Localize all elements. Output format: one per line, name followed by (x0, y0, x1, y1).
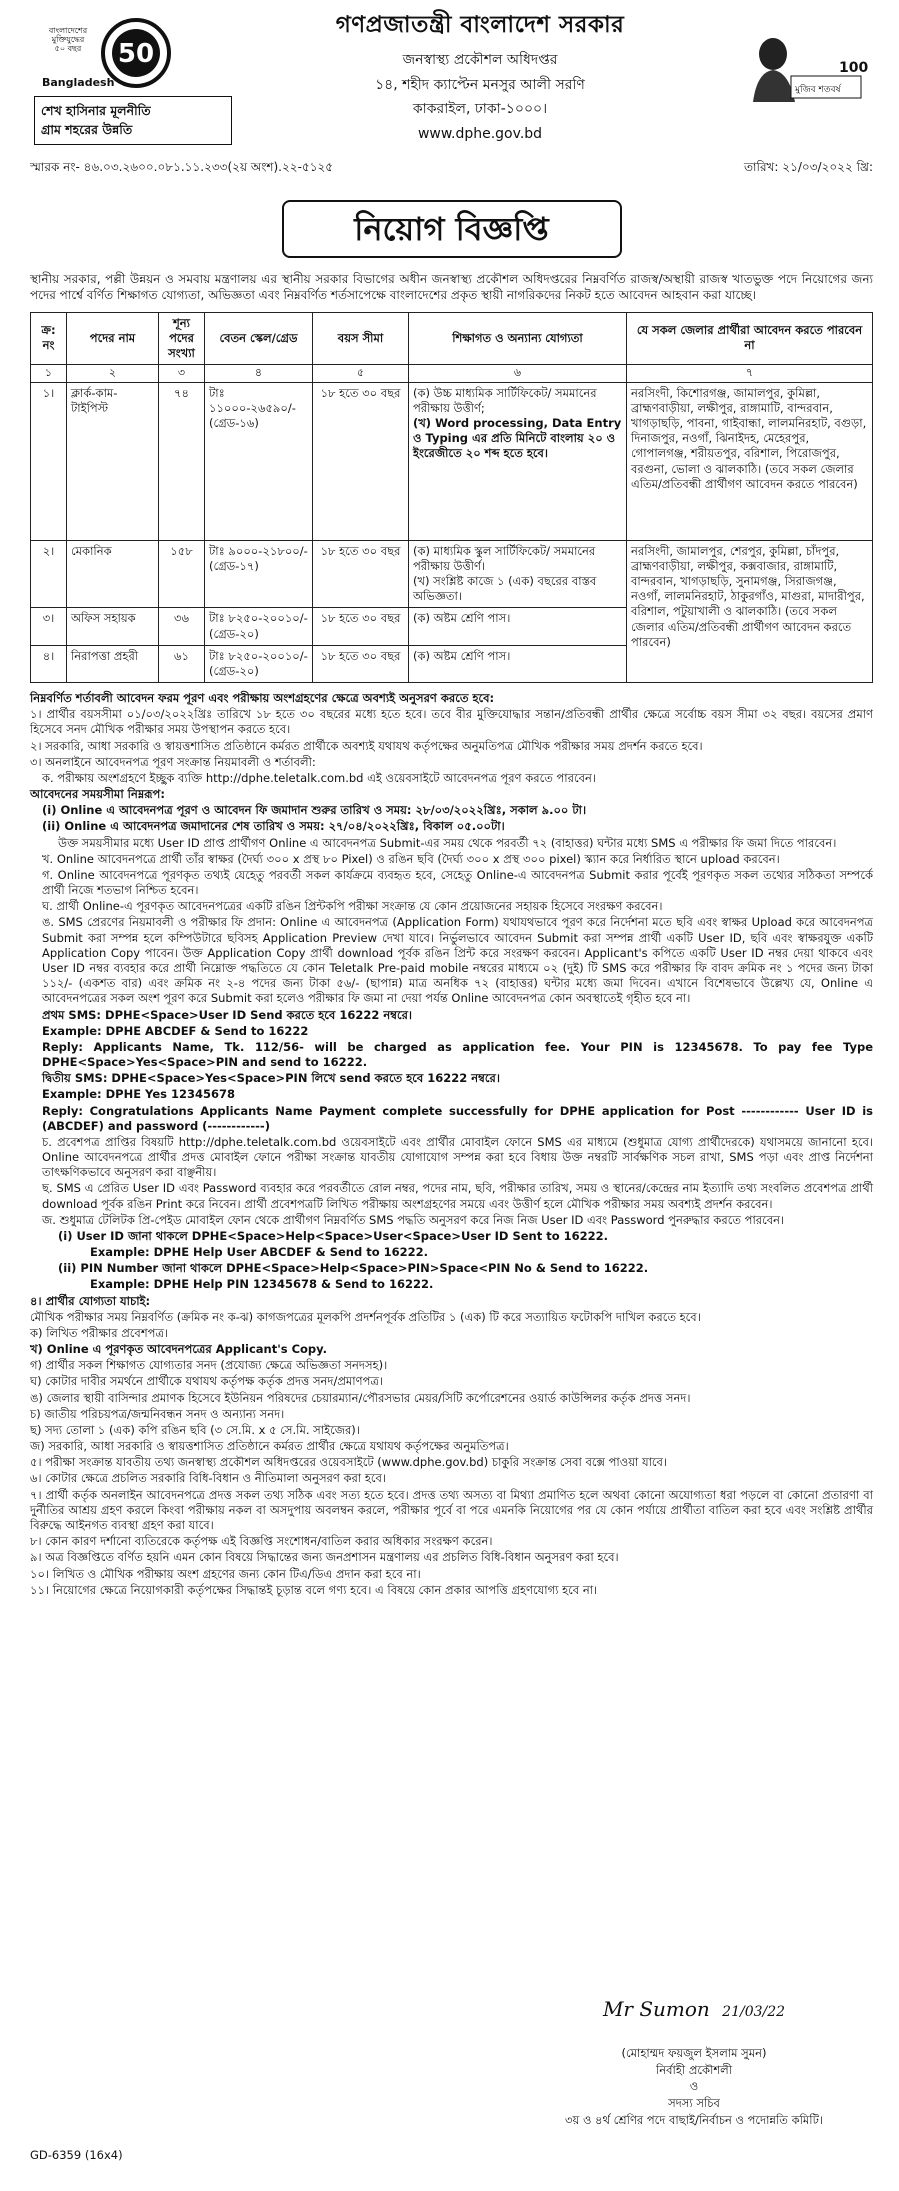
sms-first-reply: Reply: Applicants Name, Tk. 112/56- will be charged as application fee. Your PIN is 12345678. To pay fee Type DPHE<Space>Yes<Space>PIN and send to 16222. (42, 1039, 873, 1070)
signature-date: 21/03/22 (722, 2004, 786, 2020)
condition-3-cha: চ. প্রবেশপত্র প্রাপ্তির বিষয়টি http://dphe.teletalk.com.bd ওয়েবসাইটে এবং প্রার্থীর মোবাইল ফোনে SMS এর মাধ্যমে (শুধুমাত্র যোগ্য প্রার্থীদেরকে) যথাসময়ে জানানো হবে। Online আবেদনপত্রে প্রার্থীর প্রদত্ত মোবাইল ফোনে পরীক্ষা সংক্রান্ত যাবতীয় যোগাযোগ সম্পন্ন করা হবে বিধায় উক্ত নম্বরটি সার্বক্ষণিক সচল রাখা, SMS পড়া এবং প্রাপ্ত নির্দেশনা তাৎক্ষণিকভাবে অনুসরণ করা বাঞ্ছনীয়। (42, 1134, 873, 1180)
col-number: ৭ (627, 365, 873, 383)
document-chha: ছ) সদ্য তোলা ১ (এক) কপি রঙিন ছবি (৩ সে.মি. x ৫ সে.মি. সাইজের)। (30, 1422, 360, 1437)
table-header-row (31, 312, 873, 365)
cell-post: মেকানিক (67, 540, 159, 608)
notice-title: নিয়োগ বিজ্ঞপ্তি (282, 200, 622, 258)
posts-table (30, 312, 873, 683)
condition-1: ১। প্রার্থীর বয়সসীমা ০১/০৩/২০২২খ্রিঃ তারিখে ১৮ হতে ৩০ বছরের মধ্যে হতে হবে। তবে বীর মুক্তিযোদ্ধার সন্তান/প্রতিবন্ধী প্রার্থীর ক্ষেত্রে সর্বোচ্চ বয়স সীমা ৩২ বছর। বয়সের প্রমাণ হিসেবে সনদ মৌখিক পরীক্ষার সময় উপস্থাপন করতে হবে। (30, 707, 873, 737)
qualification-line: (ক) অষ্টম শ্রেণি পাস। (413, 611, 511, 626)
sms-first: প্রথম SMS: DPHE<Space>User ID Send করতে হবে 16222 নম্বরে। (42, 1007, 413, 1022)
document-kha: খ) Online এ পূরণকৃত আবেদনপত্রের Applicant's Copy. (30, 1342, 327, 1357)
cell-excluded-districts: নরসিংদী, জামালপুর, শেরপুর, কুমিল্লা, চাঁদপুর, ব্রাহ্মণবাড়ীয়া, লক্ষীপুর, কক্সবাজার, রাঙ্গামাটি, বান্দরবান, খাগড়াছড়ি, সুনামগঞ্জ, সিরাজগঞ্জ, নওগাঁ, লালমনিরহাট, ঠাকুরগাঁও, মাগুরা, মাদারীপুর, বরিশাল, পটুয়াখালী ও ঝালকাঠি। (তবে সকল জেলার এতিম/প্রতিবন্ধী প্রার্থীগণ আবেদন করতে পারবেন) (627, 540, 873, 682)
government-name: গণপ্রজাতন্ত্রী বাংলাদেশ সরকার (335, 12, 625, 38)
col-header-qualification: শিক্ষাগত ও অন্যান্য যোগ্যতা (409, 312, 627, 365)
signatory-committee: ৩য় ও ৪র্থ শ্রেণির পদে বাছাই/নির্বাচন ও পদোন্নতি কমিটি। (565, 2112, 823, 2127)
sms-second-example: Example: DPHE Yes 12345678 (42, 1087, 235, 1102)
logo-50-text: 50 (117, 39, 155, 69)
department-name: জনস্বাস্থ্য প্রকৌশল অধিদপ্তর (402, 52, 558, 68)
cell-serial: ২। (31, 540, 67, 608)
cell-vacancy: ৭৪ (159, 382, 205, 540)
footer-code: GD-6359 (16x4) (30, 2148, 123, 2162)
mujib-100-text: 100 (839, 60, 869, 76)
document-ka: ক) লিখিত পরীক্ষার প্রবেশপত্র। (30, 1325, 169, 1340)
condition-4-intro: মৌখিক পরীক্ষার সময় নিম্নবর্ণিত (ক্রমিক নং ক-ঝ) কাগজপত্রের মূলকপি প্রদর্শনপূর্বক প্রতিটির ১ (এক) টি করে সত্যায়িত ফটোকপি দাখিল করতে হবে। (30, 1309, 701, 1324)
header (30, 10, 873, 206)
cell-age: ১৮ হতে ৩০ বছর (313, 382, 409, 540)
cell-scale: টাঃ ৯০০০-২১৮০০/- (গ্রেড-১৭) (205, 540, 313, 608)
condition-3-uma: ঙ. SMS প্রেরণের নিয়মাবলী ও পরীক্ষার ফি প্রদান: Online এ আবেদনপত্র (Application Form) যথাযথভাবে পূরণ করে নির্দেশনা মতে ছবি এবং স্বাক্ষর Upload করে আবেদনপত্র Submit করা সম্পন্ন হলে কম্পিউটারে ছবিসহ Application Preview দেখা যাবে। নির্ভুলভাবে আবেদন Submit করা সম্পন্ন প্রার্থী একটি User ID, ছবি এবং স্বাক্ষরযুক্ত একটি Application Copy পাবেন। উক্ত Application Copy প্রার্থী download পূর্বক রঙিন প্রিন্ট করে সংরক্ষণ করবেন। Applicant's কপিতে একটি User ID নম্বর দেয়া থাকবে এবং User ID নম্বর ব্যবহার করে প্রার্থী নিম্নোক্ত পদ্ধতিতে যে কোন Teletalk Pre-paid mobile নম্বরের মাধ্যমে ০২ (দুই) টি SMS করে পরীক্ষার ফি বাবদ ক্রমিক নং ১ পদের জন্য টাকা ১১২/- (একশত বার) এবং ক্রমিক নং ২-৪ পদের জন্য টাকা ৫৬/- (ছাপান্ন) মাত্র অনধিক ৭২ (বাহাত্তর) ঘন্টার মধ্যে জমা দিবেন। এখানে বিশেষভাবে উল্লেখ্য যে, Online এ আবেদনপত্রের সকল অংশ পূরণ করে Submit করা হলেও পরীক্ষার ফি জমা না দেয়া পর্যন্ত Online আবেদনপত্র কোন অবস্থাতেই গৃহীত হবে না। (42, 915, 873, 1006)
cell-post: ক্লার্ক-কাম-টাইপিস্ট (67, 382, 159, 540)
signatory-name: (মোহাম্মদ ফয়জুল ইসলাম সুমন) (621, 2046, 767, 2060)
condition-4: ৪। প্রার্থীর যোগ্যতা যাচাই: (30, 1293, 151, 1308)
recovery-pin: (ii) PIN Number জানা থাকলে DPHE<Space>Help<Space>PIN>Space<PIN No & Send to 16222. (58, 1261, 649, 1276)
motto-line-1: শেখ হাসিনার মূলনীতি (41, 103, 151, 118)
cell-scale: টাঃ ১১০০০-২৬৫৯০/- (গ্রেড-১৬) (205, 382, 313, 540)
document-uma: ঙ) জেলার স্থায়ী বাসিন্দার প্রমাণক হিসেবে ইউনিয়ন পরিষদের চেয়ারম্যান/পৌরসভার মেয়র/সিটি কর্পোরেশনের ওয়ার্ড কাউন্সিলর কর্তৃক প্রদত্ত সনদ। (30, 1390, 691, 1405)
memo-number: স্মারক নং- ৪৬.০৩.২৬০০.০৮১.১১.২৩৩(২য় অংশ).২২-৫১২৫ (30, 160, 334, 174)
qualification-line: (ক) উচ্চ মাধ্যমিক সার্টিফিকেট/ সমমানের পরীক্ষায় উত্তীর্ণ; (413, 385, 597, 415)
logo-country: Bangladesh (42, 76, 115, 89)
document-cha: চ) জাতীয় পরিচয়পত্র/জন্মনিবন্ধন সনদ ও অন্যান্য সনদ। (30, 1406, 285, 1421)
column-number-row (31, 365, 873, 383)
sms-second: দ্বিতীয় SMS: DPHE<Space>Yes<Space>PIN লিখে send করতে হবে 16222 নম্বরে। (42, 1071, 500, 1086)
col-header-vacancy: শূন্য পদের সংখ্যা (159, 312, 205, 365)
condition-7: ৭। প্রার্থী কর্তৃক অনলাইন আবেদনপত্রে প্রদত্ত সকল তথ্য সঠিক এবং সত্য হতে হবে। প্রদত্ত তথ্য অসত্য বা মিথ্যা প্রমাণিত হলে অথবা কোনো অযোগ্যতা ধরা পড়লে বা কোনো প্রতারণা বা দুর্নীতির আশ্রয় গ্রহণ করলে কিংবা পরীক্ষায় নকল বা অসদুপায় অবলম্বন করলে, পরীক্ষার পূর্বে বা পরে এমনকি নিয়োগের পর যে কোন পর্যায়ে প্রার্থীতা বাতিল করা হবে এবং সংশ্লিষ্ট প্রার্থীর বিরুদ্ধে আইনগত ব্যবস্থা গ্রহণ করা যাবে। (30, 1487, 873, 1532)
condition-5: ৫। পরীক্ষা সংক্রান্ত যাবতীয় তথ্য জনস্বাস্থ্য প্রকৌশল অধিদপ্তরের ওয়েবসাইটে (www.dphe.gov.bd) চাকুরি সংক্রান্ত সেবা বক্সে পাওয়া যাবে। (30, 1455, 668, 1470)
mujib-borsho-logo-icon (743, 32, 869, 102)
condition-3-kha: খ. Online আবেদনপত্রে প্রার্থী তাঁর স্বাক্ষর (দৈর্ঘ্য ৩০০ x প্রস্থ ৮০ Pixel) ও রঙিন ছবি (দৈর্ঘ্য ৩০০ x প্রস্থ ৩০০ pixel) স্ক্যান করে নির্ধারিত স্থানে upload করবেন। (42, 851, 780, 866)
intro-paragraph: স্থানীয় সরকার, পল্লী উন্নয়ন ও সমবায় মন্ত্রণালয় এর স্থানীয় সরকার বিভাগের অধীন জনস্বাস্থ্য প্রকৌশল অধিদপ্তরের নিম্নবর্ণিত রাজস্ব/অস্থায়ী রাজস্ব খাতভুক্ত পদে নিয়োগের জন্য পদের পার্শ্বে বর্ণিত শিক্ষাগত যোগ্যতা, অভিজ্ঞতা এবং নিম্নবর্ণিত শর্তসাপেক্ষে বাংলাদেশের প্রকৃত স্থায়ী নাগরিকদের নিকট হতে আবেদন আহবান করা যাচ্ছে। (30, 272, 873, 302)
qualification-line: (ক) অষ্টম শ্রেণি পাস। (413, 648, 511, 663)
signatory-and: ও (689, 2079, 699, 2094)
col-header-excluded-districts: যে সকল জেলার প্রার্থীরা আবেদন করতে পারবেন না (627, 312, 873, 365)
cell-age: ১৮ হতে ৩০ বছর (313, 540, 409, 608)
signature-scribble (559, 1995, 829, 2045)
cell-scale: টাঃ ৮২৫০-২০০১০/- (গ্রেড-২০) (205, 645, 313, 682)
condition-3: ৩। অনলাইনে আবেদনপত্র পূরণ সংক্রান্ত নিয়মাবলী ও শর্তাবলী: (30, 754, 316, 769)
cell-post: নিরাপত্তা প্রহরী (67, 645, 159, 682)
col-number: ৫ (313, 365, 409, 383)
qualification-line: (খ) সংশ্লিষ্ট কাজে ১ (এক) বছরের বাস্তব অভিজ্ঞতা। (413, 574, 597, 604)
logo-text: বাংলাদেশের মুক্তিযুদ্ধের ৫০ বছর (48, 26, 88, 54)
col-number: ১ (31, 365, 67, 383)
signature-name-scribble: Mr Sumon (602, 1997, 710, 2021)
schedule-note: উক্ত সময়সীমার মধ্যে User ID প্রাপ্ত প্রার্থীগণ Online এ আবেদনপত্র Submit-এর সময় থেকে পরবর্তী ৭২ (বাহাত্তর) ঘন্টার মধ্যে SMS এ পরীক্ষার ফি জমা দিতে পারবেন। (58, 835, 837, 850)
condition-6: ৬। কোটার ক্ষেত্রে প্রচলিত সরকারি বিধি-বিধান ও নীতিমালা অনুসরণ করা হবে। (30, 1471, 387, 1486)
condition-3-gha: ঘ. প্রার্থী Online-এ পূরণকৃত আবেদনপত্রের একটি রঙিন প্রিন্টকপি পরীক্ষা সংক্রান্ত যে কোন প্রয়োজনের সহায়ক হিসেবে সংরক্ষণ করবেন। (42, 899, 663, 914)
document-ga: গ) প্রার্থীর সকল শিক্ষাগত যোগ্যতার সনদ (প্রযোজ্য ক্ষেত্রে অভিজ্ঞতা সনদসহ)। (30, 1358, 388, 1373)
signatory-title-2: সদস্য সচিব (668, 2096, 720, 2111)
cell-scale: টাঃ ৮২৫০-২০০১০/- (গ্রেড-২০) (205, 608, 313, 645)
condition-10: ১০। লিখিত ও মৌখিক পরীক্ষায় অংশ গ্রহণের জন্য কোন টিএ/ডিএ প্রদান করা হবে না। (30, 1566, 421, 1581)
schedule-end: (ii) Online এ আবেদনপত্র জমাদানের শেষ তারিখ ও সময়: ২৭/০৪/২০২২খ্রিঃ, বিকাল ০৫.০০টা। (42, 819, 505, 834)
sms-first-example: Example: DPHE ABCDEF & Send to 16222 (42, 1023, 309, 1038)
cell-vacancy: ৩৬ (159, 608, 205, 645)
condition-8: ৮। কোন কারণ দর্শানো ব্যতিরেকে কর্তৃপক্ষ এই বিজ্ঞপ্তি সংশোধন/বাতিল করার অধিকার সংরক্ষণ করেন। (30, 1534, 493, 1549)
col-number: ৩ (159, 365, 205, 383)
recovery-user-id-example: Example: DPHE Help User ABCDEF & Send to 16222. (90, 1245, 428, 1260)
address-line-2: কাকরাইল, ঢাকা-১০০০। (412, 101, 548, 117)
bangladesh-50-logo (38, 16, 188, 96)
recovery-user-id: (i) User ID জানা থাকলে DPHE<Space>Help<Space>User<Space>User ID Sent to 16222. (58, 1228, 609, 1243)
conditions-section (30, 691, 873, 1598)
address-line-1: ১৪, শহীদ ক্যাপ্টেন মনসুর আলী সরণি (375, 76, 585, 93)
qualification-line: (ক) মাধ্যমিক স্কুল সার্টিফিকেট/ সমমানের পরীক্ষায় উত্তীর্ণ। (413, 543, 596, 573)
col-number: ৬ (409, 365, 627, 383)
signatory-title-1: নির্বাহী প্রকৌশলী (655, 2062, 733, 2077)
signature-block (559, 1995, 829, 2128)
cell-serial: ১। (31, 382, 67, 540)
document-gha: ঘ) কোটার দাবীর সমর্থনে প্রার্থীকে যথাযথ কর্তৃপক্ষ কর্তৃক প্রদত্ত সনদ/প্রমাণপত্র। (30, 1374, 383, 1389)
schedule-heading: আবেদনের সময়সীমা নিম্নরূপ: (30, 787, 165, 802)
col-header-post: পদের নাম (67, 312, 159, 365)
col-number: ৪ (205, 365, 313, 383)
recovery-pin-example: Example: DPHE Help PIN 12345678 & Send to 16222. (90, 1277, 434, 1292)
website: www.dphe.gov.bd (417, 125, 543, 142)
department-block (220, 48, 740, 146)
sms-second-reply: Reply: Congratulations Applicants Name Payment complete successfully for DPHE application for Post ------------ User ID is (ABCDEF) and password (------------) (42, 1103, 873, 1133)
schedule-start: (i) Online এ আবেদনপত্র পূরণ ও আবেদন ফি জমাদান শুরুর তারিখ ও সময়: ২৮/০৩/২০২২খ্রিঃ, সকাল ৯.০০ টা। (42, 803, 587, 818)
motto-line-2: গ্রাম শহরের উন্নতি (41, 122, 133, 138)
cell-vacancy: ১৫৮ (159, 540, 205, 608)
condition-3-ka: ক. পরীক্ষায় অংশগ্রহণে ইচ্ছুক ব্যক্তি http://dphe.teletalk.com.bd এই ওয়েবসাইটে আবেদনপত্র পূরণ করতে পারবেন। (42, 770, 596, 785)
cell-age: ১৮ হতে ৩০ বছর (313, 608, 409, 645)
qualification-line: (খ) Word processing, Data Entry ও Typing এর প্রতি মিনিটে বাংলায় ২০ ও ইংরেজীতে ২০ শব্দ হতে হবে। (413, 416, 622, 461)
col-header-scale: বেতন স্কেল/গ্রেড (205, 312, 313, 365)
condition-3-ga: গ. Online আবেদনপত্রে পূরণকৃত তথ্যই যেহেতু পরবর্তী সকল কার্যক্রমে ব্যবহৃত হবে, সেহেতু Online-এ আবেদনপত্র Submit করার পূর্বেই পূরণকৃত সকল তথ্যের সঠিকতা সম্পর্কে প্রার্থী নিজে শতভাগ নিশ্চিত হবেন। (42, 867, 873, 898)
document-ja: জ) সরকারি, আধা সরকারি ও স্বায়ত্তশাসিত প্রতিষ্ঠানে কর্মরত প্রার্থীর ক্ষেত্রে যথাযথ কর্তৃপক্ষের অনুমতিপত্র। (30, 1439, 509, 1454)
cell-qualification (409, 645, 627, 682)
notice-date: তারিখ: ২১/০৩/২০২২ খ্রি: (744, 160, 873, 174)
cell-serial: ৪। (31, 645, 67, 682)
col-number: ২ (67, 365, 159, 383)
cell-serial: ৩। (31, 608, 67, 645)
cell-vacancy: ৬১ (159, 645, 205, 682)
conditions-heading: নিম্নবর্ণিত শর্তাবলী আবেদন ফরম পূরণ এবং পরীক্ষায় অংশগ্রহণের ক্ষেত্রে অবশ্যই অনুসরণ করতে হবে: (30, 691, 495, 706)
table-row (31, 382, 873, 540)
condition-2: ২। সরকারি, আধা সরকারি ও স্বায়ত্তশাসিত প্রতিষ্ঠানে কর্মরত প্রার্থীকে অবশ্যই যথাযথ কর্তৃপক্ষের অনুমতিপত্র মৌখিক পরীক্ষার সময় প্রদর্শন করতে হবে। (30, 738, 703, 753)
cell-qualification (409, 540, 627, 608)
col-header-age: বয়স সীমা (313, 312, 409, 365)
condition-11: ১১। নিয়োগের ক্ষেত্রে নিয়োগকারী কর্তৃপক্ষের সিদ্ধান্তই চূড়ান্ত বলে গণ্য হবে। এ বিষয়ে কোন প্রকার আপত্তি গ্রহণযোগ্য হবে না। (30, 1582, 598, 1597)
cell-qualification (409, 382, 627, 540)
condition-3-chha: ছ. SMS এ প্রেরিত User ID এবং Password ব্যবহার করে পরবর্তীতে রোল নম্বর, পদের নাম, ছবি, পরীক্ষার তারিখ, সময় ও স্থানের/কেন্দ্রের নাম ইত্যাদি তথ্য সংবলিত প্রবেশপত্র প্রার্থী download পূর্বক রঙিন Print করে নিবেন। প্রার্থী প্রবেশপত্রটি লিখিত পরীক্ষায় অংশগ্রহণের সময়ে এবং উত্তীর্ণ হলে মৌখিক পরীক্ষার সময় অবশ্যই প্রদর্শন করবেন। (42, 1181, 873, 1211)
mujib-text: মুজিব শতবর্ষ (795, 85, 841, 95)
condition-9: ৯। অত্র বিজ্ঞপ্তিতে বর্ণিত হয়নি এমন কোন বিষয়ে সিদ্ধান্তের জন্য জনপ্রশাসন মন্ত্রণালয় এর প্রচলিত বিধি-বিধান অনুসরণ করা হবে। (30, 1550, 619, 1565)
motto-box (34, 96, 232, 145)
cell-qualification (409, 608, 627, 645)
col-header-serial: ক্র: নং (31, 312, 67, 365)
cell-post: অফিস সহায়ক (67, 608, 159, 645)
cell-excluded-districts: নরসিংদী, কিশোরগঞ্জ, জামালপুর, কুমিল্লা, ব্রাহ্মণবাড়ীয়া, লক্ষীপুর, রাঙ্গামাটি, বান্দরবান, খাগড়াছড়ি, পাবনা, গাইবান্ধা, লালমনিরহাট, বগুড়া, দিনাজপুর, নওগাঁ, ঝিনাইদহ, মেহেরপুর, গোপালগঞ্জ, শরীয়তপুর, বরিশাল, পিরোজপুর, বরগুনা, ভোলা ও ঝালকাঠি। (তবে সকল জেলার এতিম/প্রতিবন্ধী প্রার্থীগণ আবেদন করতে পারবেন) (627, 382, 873, 540)
condition-3-ja: জ. শুধুমাত্র টেলিটক প্রি-পেইড মোবাইল ফোন থেকে প্রার্থীগণ নিম্নবর্ণিত SMS পদ্ধতি অনুসরণ করে নিজ নিজ User ID এবং Password পুনরুদ্ধার করতে পারবেন। (42, 1212, 785, 1227)
cell-age: ১৮ হতে ৩০ বছর (313, 645, 409, 682)
table-row (31, 540, 873, 608)
